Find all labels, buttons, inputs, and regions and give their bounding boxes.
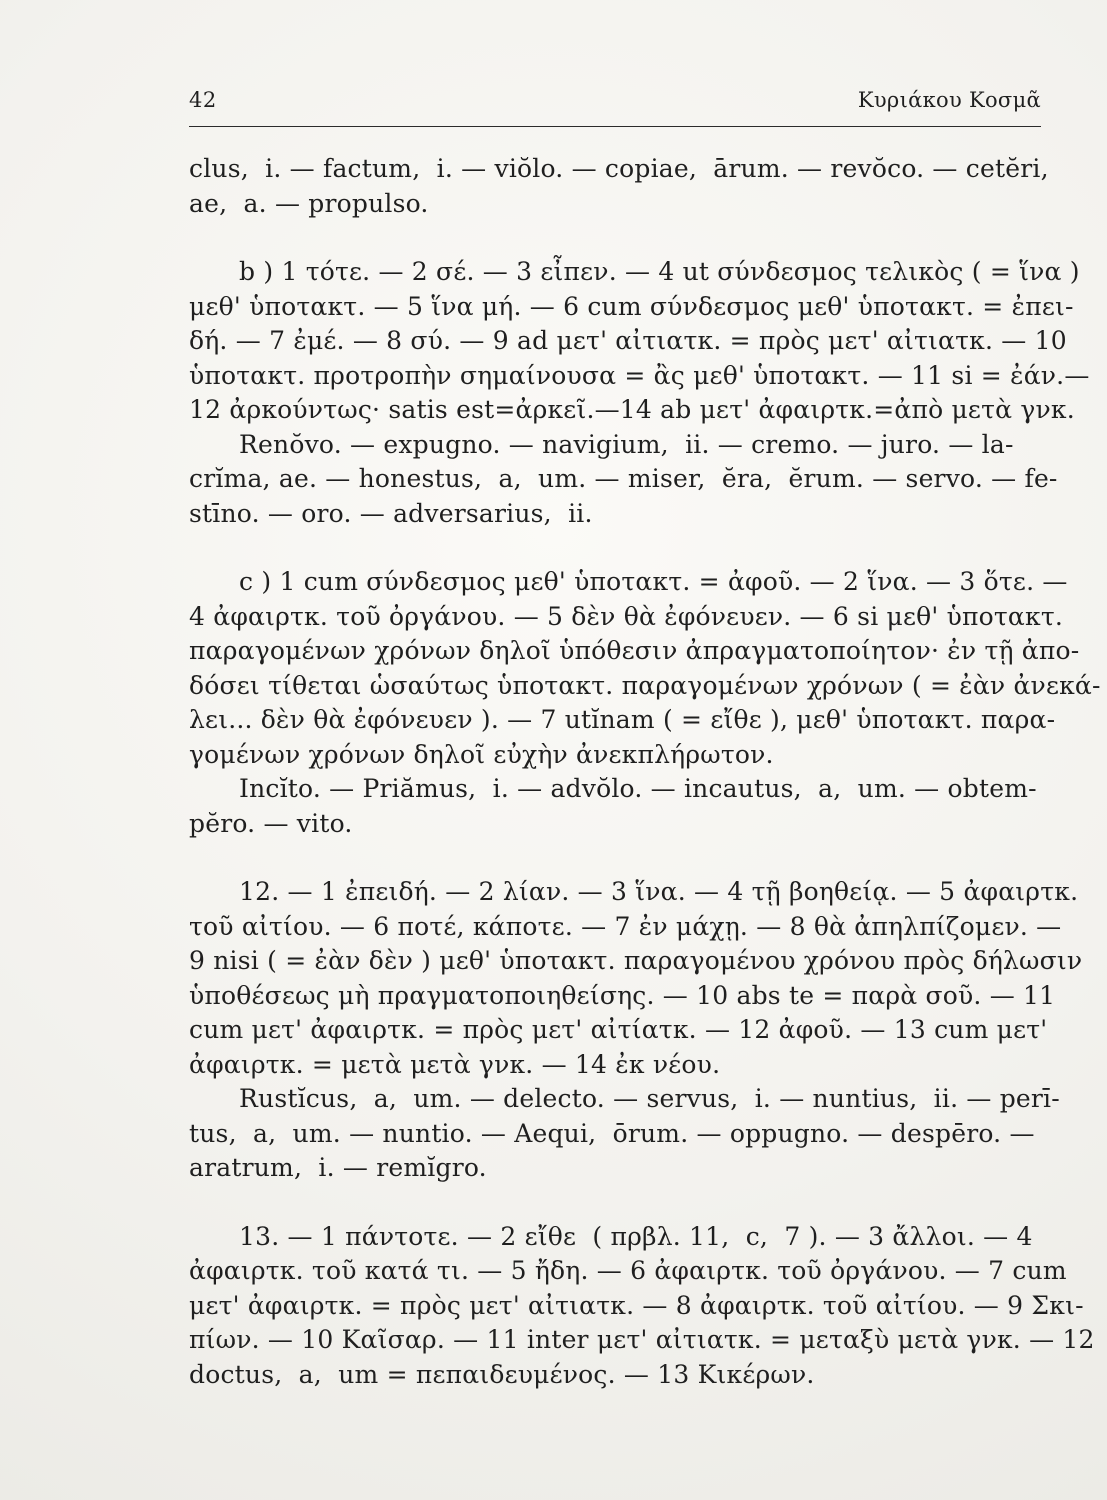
text-line: clus, i. — factum, i. — viŏlo. — copiae, ārum. — revŏco. — cetĕri,	[189, 154, 1049, 183]
section-a	[189, 152, 1049, 221]
text-line: tus, a, um. — nuntio. — Aequi, ōrum. — oppugno. — despēro. —	[189, 1118, 1035, 1148]
text-line: πίων. — 10 Καῖσαρ. — 11 inter μετ' αἰτιατκ. = μεταξὺ μετὰ γνκ. — 12	[189, 1325, 1095, 1354]
text-line: Incĭto. — Priămus, i. — advŏlo. — incautus, a, um. — obtem-	[239, 774, 1037, 803]
text-line: cum μετ' ἀφαιρτκ. = πρὸς μετ' αἰτίατκ. — 12 ἀφοῦ. — 13 cum μετ'	[189, 1015, 1048, 1044]
section-c	[189, 565, 1101, 841]
text-line: λει... δὲν θὰ ἐφόνευεν ). — 7 utĭnam ( = εἴθε ), μεθ' ὑποτακτ. παρα-	[189, 705, 1056, 734]
text-line: γομένων χρόνων δηλοῖ εὐχὴν ἀνεκπλήρωτον.	[189, 739, 774, 769]
text-line: ἀφαιρτκ. = μετὰ μετὰ γνκ. — 14 ἐκ νέου.	[189, 1049, 721, 1079]
text-line: pĕro. — vito.	[189, 808, 353, 838]
text-line: 9 nisi ( = ἐὰν δὲν ) μεθ' ὑποτακτ. παραγομένου χρόνου πρὸς δήλωσιν	[189, 946, 1083, 975]
text-line: δόσει τίθεται ὡσαύτως ὑποτακτ. παραγομένων χρόνων ( = ἐὰν ἀνεκά-	[189, 670, 1101, 700]
running-header	[189, 88, 1041, 127]
section-13	[189, 1220, 1095, 1393]
text-line: c ) 1 cum σύνδεσμος μεθ' ὑποτακτ. = ἀφοῦ. — 2 ἵνα. — 3 ὅτε. —	[239, 567, 1068, 596]
text-line: aratrum, i. — remĭgro.	[189, 1153, 487, 1182]
text-line: ἀφαιρτκ. τοῦ κατά τι. — 5 ἤδη. — 6 ἀφαιρτκ. τοῦ ὀργάνου. — 7 cum	[189, 1256, 1067, 1285]
text-line: stīno. — oro. — adversarius, ii.	[189, 498, 593, 528]
text-line: 13. — 1 πάντοτε. — 2 εἴθε ( πρβλ. 11, c, 7 ). — 3 ἄλλοι. — 4	[239, 1221, 1033, 1251]
text-line: 4 ἀφαιρτκ. τοῦ ὀργάνου. — 5 δὲν θὰ ἐφόνευεν. — 6 si μεθ' ὑποτακτ.	[189, 601, 1063, 631]
text-line: 12 ἀρκούντως· satis est=ἀρκεῖ.—14 ab μετ' ἀφαιρτκ.=ἀπὸ μετὰ γνκ.	[189, 395, 1075, 424]
text-line: ὑποτακτ. προτροπὴν σημαίνουσα = ἂς μεθ' ὑποτακτ. — 11 si = ἐάν.—	[189, 360, 1090, 390]
section-12	[189, 875, 1083, 1186]
text-line: Renŏvo. — expugno. — navigium, ii. — cremo. — juro. — la-	[239, 429, 1014, 459]
text-line: παραγομένων χρόνων δηλοῖ ὑπόθεσιν ἀπραγματοποίητον· ἐν τῇ ἀπο-	[189, 636, 1080, 665]
text-line: τοῦ αἰτίου. — 6 ποτέ, κάποτε. — 7 ἐν μάχῃ. — 8 θὰ ἀπηλπίζομεν. —	[189, 911, 1062, 941]
section-b	[189, 255, 1090, 531]
header-title: Κυριάκου Κοσμᾶ	[857, 88, 1041, 112]
text-line: μετ' ἀφαιρτκ. = πρὸς μετ' αἰτιατκ. — 8 ἀφαιρτκ. τοῦ αἰτίου. — 9 Σκι-	[189, 1290, 1084, 1320]
text-line: doctus, a, um = πεπαιδευμένος. — 13 Κικέρων.	[189, 1359, 815, 1389]
text-line: crĭma, ae. — honestus, a, um. — miser, ĕra, ĕrum. — servo. — fe-	[189, 464, 1058, 493]
text-line: δή. — 7 ἐμέ. — 8 σύ. — 9 ad μετ' αἰτιατκ. = πρὸς μετ' αἰτιατκ. — 10	[189, 326, 1067, 355]
text-line: ae, a. — propulso.	[189, 188, 429, 218]
page-body	[189, 152, 1101, 1425]
page-number: 42	[189, 88, 217, 112]
text-line: 12. — 1 ἐπειδή. — 2 λίαν. — 3 ἵνα. — 4 τῇ βοηθείᾳ. — 5 ἀφαιρτκ.	[239, 877, 1079, 906]
text-line: b ) 1 τότε. — 2 σέ. — 3 εἶπεν. — 4 ut σύνδεσμος τελικὸς ( = ἵνα )	[239, 257, 1080, 286]
text-line: ὑποθέσεως μὴ πραγματοποιηθείσης. — 10 abs te = παρὰ σοῦ. — 11	[189, 980, 1056, 1010]
text-line: μεθ' ὑποτακτ. — 5 ἵνα μή. — 6 cum σύνδεσμος μεθ' ὑποτακτ. = ἐπει-	[189, 291, 1074, 321]
text-line: Rustĭcus, a, um. — delecto. — servus, i. — nuntius, ii. — perī-	[239, 1084, 1060, 1113]
